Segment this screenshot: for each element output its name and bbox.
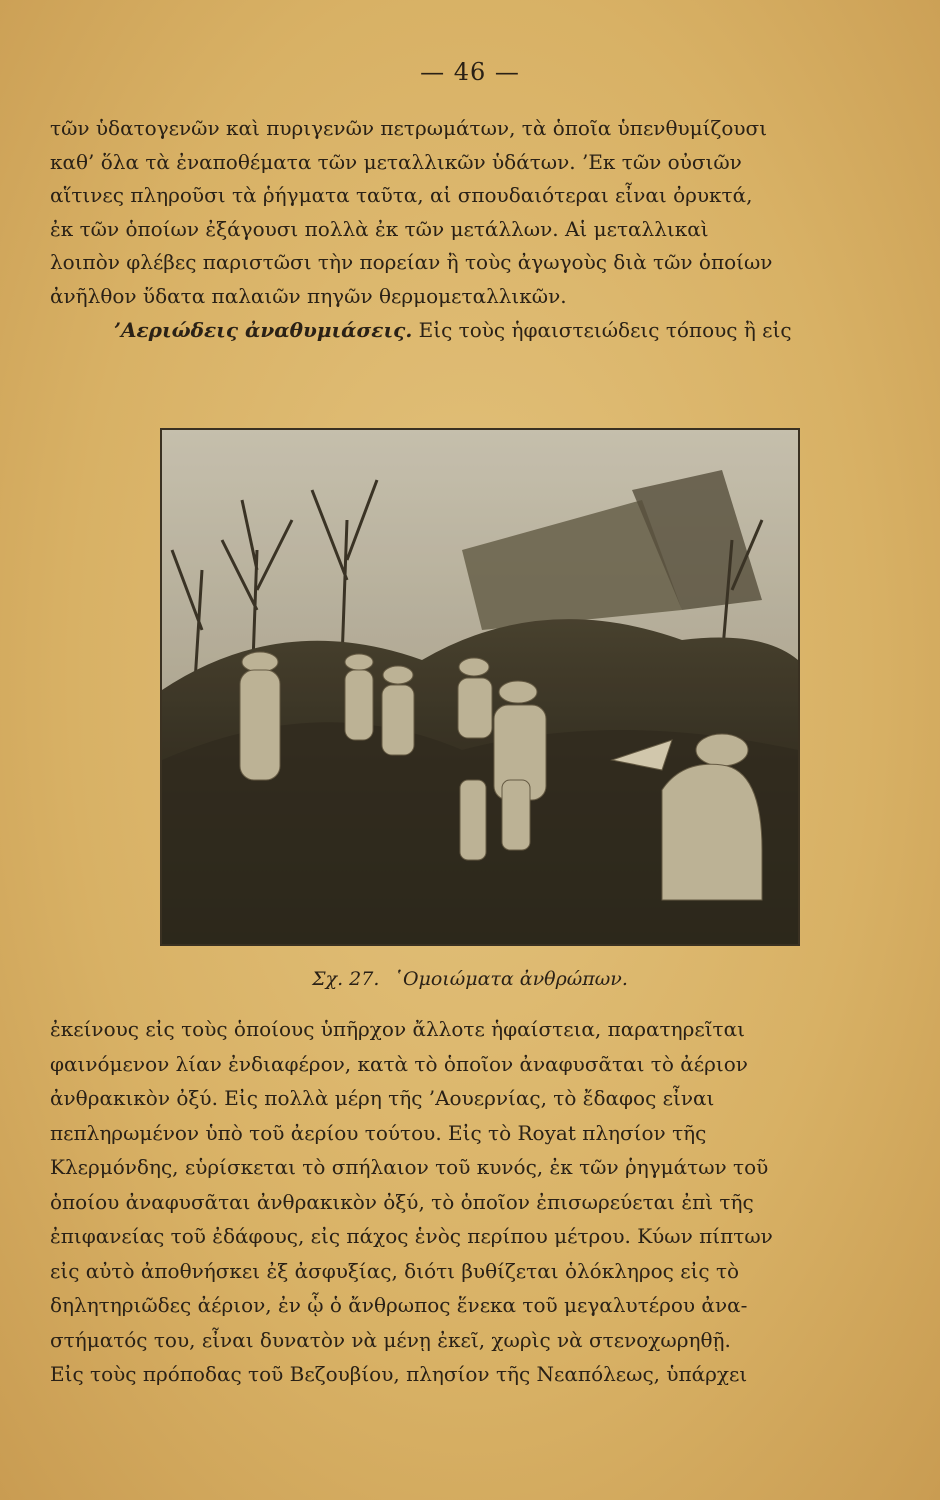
text-line: εἰς αὐτὸ ἀποθνήσκει ἐξ ἀσφυξίας, διότι βυθίζεται ὁλόκληρος εἰς τὸ xyxy=(50,1258,740,1283)
text-line: ἐκ τῶν ὁποίων ἐξάγουσι πολλὰ ἐκ τῶν μετάλλων. Αἱ μεταλλικαὶ xyxy=(50,216,709,241)
page-number: — 46 — xyxy=(420,58,520,86)
text-line: πεπληρωμένον ὑπὸ τοῦ ἀερίου τούτου. Εἰς τὸ Royat πλησίον τῆς xyxy=(50,1120,707,1145)
paragraph-top xyxy=(50,112,910,347)
text-line: τῶν ὑδατογενῶν καὶ πυριγενῶν πετρωμάτων, τὰ ὁποῖα ὑπενθυμίζουσι xyxy=(50,116,768,140)
text-line: ἀνθρακικὸν ὀξύ. Εἰς πολλὰ μέρη τῆς ’Αουερνίας, τὸ ἔδαφος εἶναι xyxy=(50,1086,715,1110)
heading-continuation: Εἰς τοὺς ἡφαιστειώδεις τόπους ἢ εἰς xyxy=(412,317,792,342)
text-line: λοιπὸν φλέβες παριστῶσι τὴν πορείαν ἢ τοὺς ἀγωγοὺς διὰ τῶν ὁποίων xyxy=(50,250,773,275)
text-line xyxy=(50,314,910,348)
text-line: ὁποίου ἀναφυσᾶται ἀνθρακικὸν ὀξύ, τὸ ὁποῖον ἐπισωρεύεται ἐπὶ τῆς xyxy=(50,1189,754,1214)
text-line: στήματός του, εἶναι δυνατὸν νὰ μένῃ ἐκεῖ, χωρὶς νὰ στενοχωρηθῇ. xyxy=(50,1327,731,1352)
text-line: δηλητηριῶδες ἀέριον, ἐν ᾧ ὁ ἄνθρωπος ἕνεκα τοῦ μεγαλυτέρου ἀνα- xyxy=(50,1293,748,1317)
text-line: αἵτινες πληροῦσι τὰ ῥήγματα ταῦτα, αἱ σπουδαιότεραι εἶναι ὀρυκτά, xyxy=(50,183,753,208)
figure-photograph xyxy=(160,428,800,946)
photograph-illustration xyxy=(162,430,798,944)
section-heading: ’Αεριώδεις ἀναθυμιάσεις. xyxy=(114,317,413,342)
caption-text: ῾Ομοιώματα ἀνθρώπων. xyxy=(393,968,628,990)
text-line: φαινόμενον λίαν ἐνδιαφέρον, κατὰ τὸ ὁποῖον ἀναφυσᾶται τὸ ἀέριον xyxy=(50,1051,748,1076)
text-line: ἐπιφανείας τοῦ ἐδάφους, εἰς πάχος ἑνὸς περίπου μέτρου. Κύων πίπτων xyxy=(50,1224,773,1248)
text-line: καθ’ ὅλα τὰ ἐναποθέματα τῶν μεταλλικῶν ὑδάτων. ’Εκ τῶν οὐσιῶν xyxy=(50,149,742,174)
text-line: Εἰς τοὺς πρόποδας τοῦ Βεζουβίου, πλησίον τῆς Νεαπόλεως, ὑπάρχει xyxy=(50,1362,748,1386)
text-line: Κλερμόνδης, εὑρίσκεται τὸ σπήλαιον τοῦ κυνός, ἐκ τῶν ῥηγμάτων τοῦ xyxy=(50,1155,769,1179)
paragraph-bottom xyxy=(50,1012,910,1392)
caption-number: Σχ. 27. xyxy=(312,968,380,990)
text-line: ἐκείνους εἰς τοὺς ὁποίους ὑπῆρχον ἄλλοτε ἡφαίστεια, παρατηρεῖται xyxy=(50,1017,745,1041)
figure-caption xyxy=(0,968,940,990)
text-line: ἀνῆλθον ὕδατα παλαιῶν πηγῶν θερμομεταλλικῶν. xyxy=(50,283,567,308)
